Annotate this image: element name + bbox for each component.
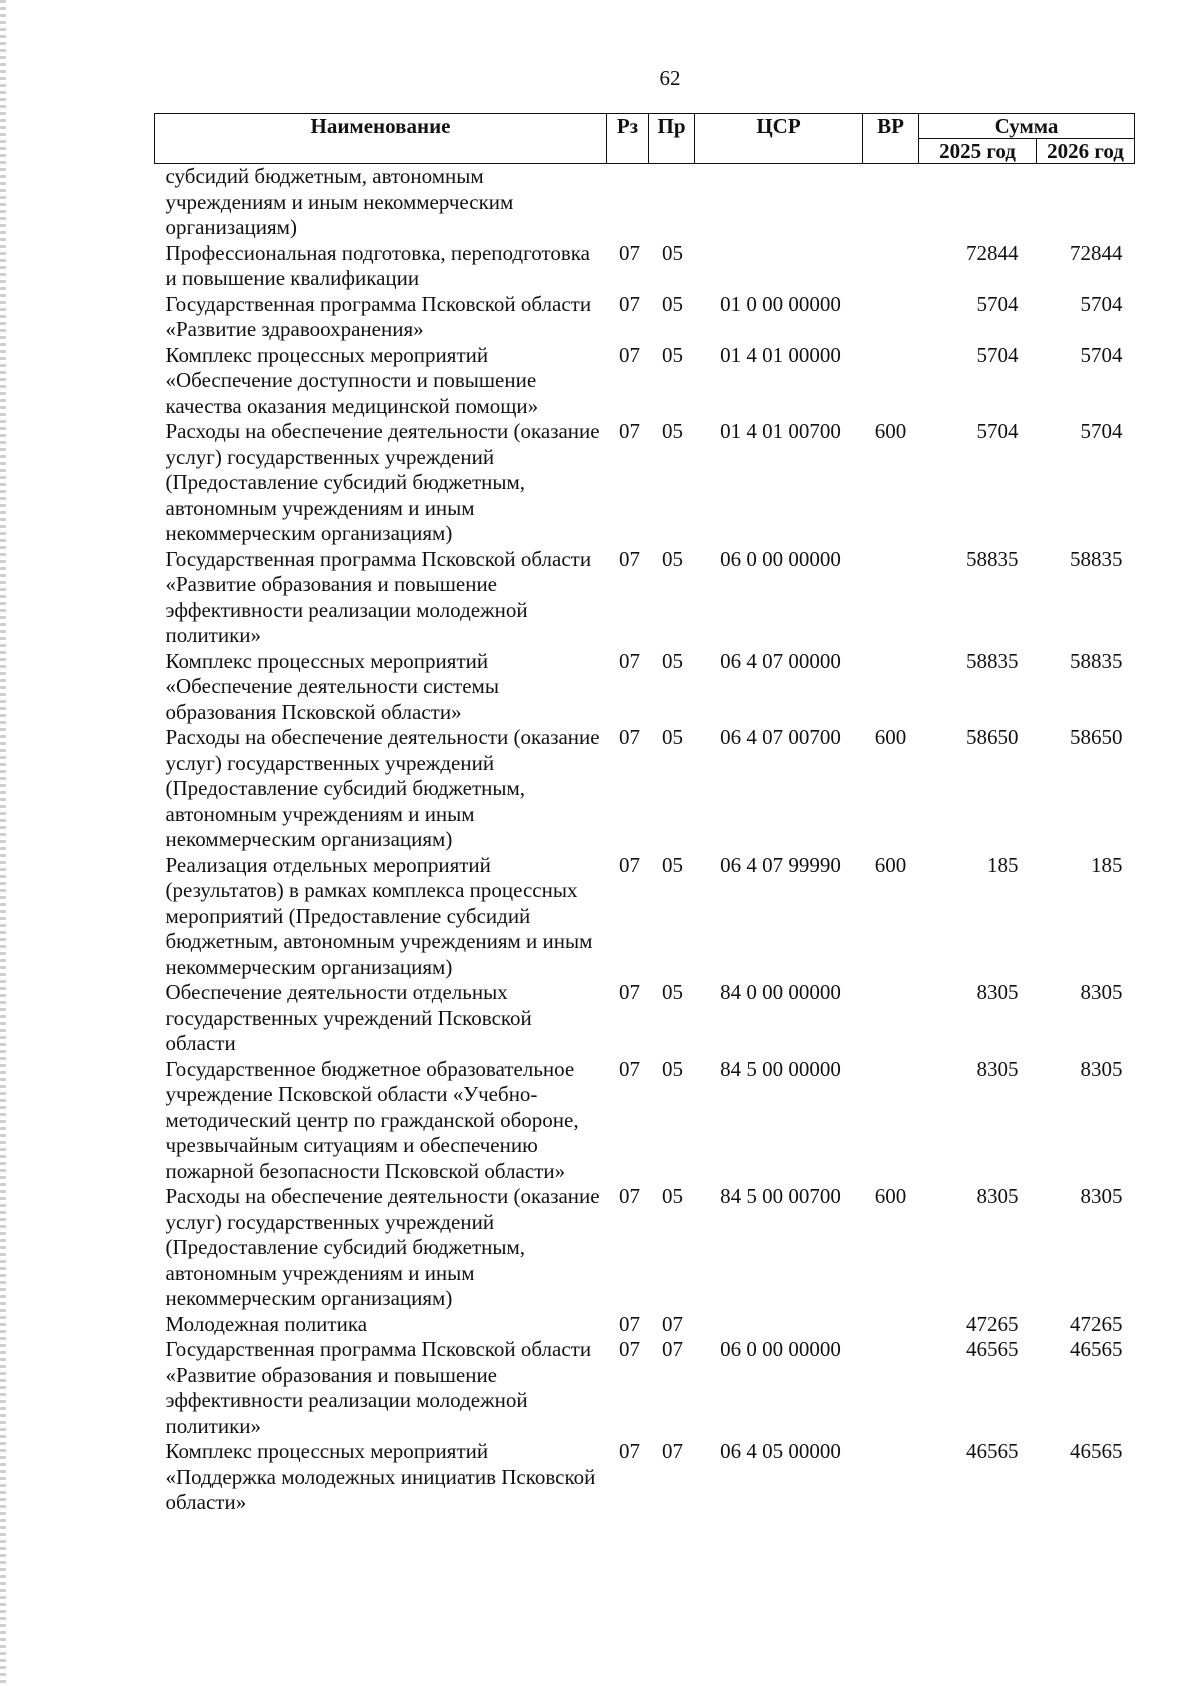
- cell-vr: [863, 241, 919, 292]
- cell-rz: 07: [619, 546, 640, 571]
- table-body: [155, 164, 1135, 1516]
- cell-sum-2026: 185: [1091, 852, 1123, 877]
- cell-rz: 07: [619, 648, 640, 673]
- cell-vr: [863, 1337, 919, 1439]
- cell-pr: 05: [662, 852, 683, 877]
- cell-csr: 06 0 00 00000: [720, 1337, 841, 1361]
- cell-vr: [863, 1057, 919, 1185]
- cell-pr: 07: [662, 1439, 683, 1463]
- cell-sum-2025: [919, 164, 1037, 241]
- table-row: [155, 1184, 1135, 1312]
- cell-rz: 07: [619, 725, 640, 749]
- budget-table: [154, 113, 1135, 1516]
- cell-rz: 07: [619, 240, 640, 265]
- cell-vr: [863, 292, 919, 343]
- cell-csr: 84 5 00 00000: [720, 1056, 841, 1081]
- cell-sum-2026: 58835: [1070, 546, 1123, 571]
- cell-sum-2026: 5704: [1080, 342, 1123, 367]
- cell-csr: 84 5 00 00700: [720, 1184, 841, 1208]
- cell-name: Расходы на обеспечение деятельности (оказание услуг) государственных учреждений (Предоставление субсидий бюджетным, автономным учреждениям и иным некоммерческим организациям): [165, 419, 600, 545]
- cell-sum-2026: 58650: [1070, 725, 1123, 749]
- header-vr: ВР: [863, 114, 919, 164]
- table-row: [155, 1312, 1135, 1338]
- cell-csr: [695, 1312, 863, 1338]
- cell-rz: 07: [619, 1337, 640, 1361]
- cell-rz: 07: [619, 419, 640, 443]
- cell-pr: 05: [662, 419, 683, 443]
- table-row: [155, 241, 1135, 292]
- cell-vr: [863, 547, 919, 649]
- cell-sum-2026: 72844: [1070, 240, 1123, 265]
- table-row: [155, 343, 1135, 420]
- table-row: [155, 725, 1135, 853]
- cell-vr: [863, 1439, 919, 1516]
- cell-pr: 05: [662, 648, 683, 673]
- cell-name: Расходы на обеспечение деятельности (оказание услуг) государственных учреждений (Предоставление субсидий бюджетным, автономным учреждениям и иным некоммерческим организациям): [165, 725, 600, 851]
- cell-csr: 06 4 07 00700: [720, 725, 841, 749]
- cell-sum-2025: 5704: [976, 342, 1019, 367]
- cell-pr: 05: [662, 342, 683, 367]
- cell-rz: 07: [619, 980, 640, 1004]
- table-row: [155, 292, 1135, 343]
- cell-sum-2026: 8305: [1080, 1056, 1123, 1081]
- cell-pr: 07: [662, 1311, 683, 1336]
- cell-rz: 07: [619, 291, 640, 316]
- cell-sum-2025: 58650: [966, 725, 1019, 749]
- cell-sum-2026: 8305: [1080, 1184, 1123, 1208]
- header-rz: Рз: [607, 114, 649, 164]
- cell-name: Государственная программа Псковской области «Развитие образования и повышение эффективности реализации молодежной политики»: [165, 546, 592, 647]
- cell-rz: 07: [619, 1184, 640, 1208]
- cell-vr: [863, 1312, 919, 1338]
- cell-pr: [649, 164, 695, 241]
- cell-vr: [863, 980, 919, 1057]
- table-header: [155, 114, 1135, 164]
- cell-csr: 06 4 07 99990: [720, 852, 841, 877]
- cell-csr: 01 4 01 00000: [720, 342, 841, 367]
- header-name: Наименование: [155, 114, 607, 164]
- cell-csr: 06 4 07 00000: [720, 648, 841, 673]
- table-row: [155, 164, 1135, 241]
- cell-name: Реализация отдельных мероприятий (результатов) в рамках комплекса процессных мероприятий (Предоставление субсидий бюджетным, автономным учреждениям и иным некоммерческим организациям): [165, 852, 593, 979]
- cell-sum-2025: 58835: [966, 648, 1019, 673]
- cell-pr: 05: [662, 980, 683, 1004]
- page-number: 62: [659, 66, 681, 90]
- table-row: [155, 1439, 1135, 1516]
- cell-csr: 01 4 01 00700: [720, 419, 841, 443]
- cell-vr: 600: [874, 419, 907, 443]
- cell-name: Государственное бюджетное образовательное учреждение Псковской области «Учебно-методический центр по гражданской обороне, чрезвычайным ситуациям и обеспечению пожарной безопасности Псковской области»: [165, 1056, 579, 1183]
- cell-name: Комплекс процессных мероприятий «Обеспечение деятельности системы образования Псковской области»: [165, 648, 499, 724]
- cell-rz: [607, 164, 649, 241]
- cell-csr: 06 4 05 00000: [720, 1439, 841, 1463]
- cell-sum-2026: [1037, 164, 1135, 241]
- cell-pr: 05: [662, 1056, 683, 1081]
- cell-name: Государственная программа Псковской области «Развитие образования и повышение эффективности реализации молодежной политики»: [165, 1337, 592, 1438]
- cell-csr: 84 0 00 00000: [720, 980, 841, 1004]
- table-row: [155, 980, 1135, 1057]
- cell-sum-2025: 8305: [976, 1056, 1019, 1081]
- cell-csr: [695, 164, 863, 241]
- cell-csr: 06 0 00 00000: [720, 546, 841, 571]
- cell-pr: 05: [662, 291, 683, 316]
- cell-sum-2025: 185: [987, 852, 1019, 877]
- cell-csr: 01 0 00 00000: [720, 291, 841, 316]
- cell-csr: [695, 241, 863, 292]
- cell-sum-2025: 8305: [976, 980, 1019, 1004]
- cell-sum-2026: 5704: [1080, 291, 1123, 316]
- cell-rz: 07: [619, 1439, 640, 1463]
- cell-pr: 07: [662, 1337, 683, 1361]
- table-row: [155, 1057, 1135, 1185]
- header-pr: Пр: [649, 114, 695, 164]
- cell-rz: 07: [619, 852, 640, 877]
- cell-pr: 05: [662, 725, 683, 749]
- cell-rz: 07: [619, 1311, 640, 1336]
- cell-sum-2026: 5704: [1080, 419, 1123, 443]
- cell-sum-2026: 8305: [1080, 980, 1123, 1004]
- cell-pr: 05: [662, 1184, 683, 1208]
- cell-name: Расходы на обеспечение деятельности (оказание услуг) государственных учреждений (Предоставление субсидий бюджетным, автономным учреждениям и иным некоммерческим организациям): [165, 1184, 600, 1310]
- header-year-2026: 2026 год: [1037, 139, 1135, 164]
- header-year-2025: 2025 год: [919, 139, 1037, 164]
- cell-sum-2025: 5704: [976, 419, 1019, 443]
- cell-name: Молодежная политика: [165, 1311, 368, 1336]
- cell-sum-2025: 5704: [976, 291, 1019, 316]
- cell-vr: 600: [874, 852, 907, 877]
- cell-sum-2026: 47265: [1070, 1311, 1123, 1336]
- table-row: [155, 649, 1135, 726]
- cell-sum-2025: 47265: [966, 1311, 1019, 1336]
- cell-pr: 05: [662, 240, 683, 265]
- cell-name: субсидий бюджетным, автономным учреждениям и иным некоммерческим организациям): [165, 164, 514, 239]
- cell-sum-2025: 8305: [976, 1184, 1019, 1208]
- cell-vr: [863, 649, 919, 726]
- cell-sum-2025: 46565: [966, 1439, 1019, 1463]
- cell-sum-2026: 58835: [1070, 648, 1123, 673]
- cell-name: Комплекс процессных мероприятий «Обеспечение доступности и повышение качества оказания медицинской помощи»: [165, 342, 539, 418]
- cell-name: Государственная программа Псковской области «Развитие здравоохранения»: [165, 291, 592, 341]
- cell-vr: [863, 164, 919, 241]
- cell-pr: 05: [662, 546, 683, 571]
- table-row: [155, 853, 1135, 981]
- table-row: [155, 1337, 1135, 1439]
- cell-sum-2026: 46565: [1070, 1439, 1123, 1463]
- cell-vr: [863, 343, 919, 420]
- cell-vr: 600: [874, 725, 907, 749]
- cell-sum-2025: 58835: [966, 546, 1019, 571]
- cell-name: Обеспечение деятельности отдельных государственных учреждений Псковской области: [165, 980, 532, 1055]
- cell-rz: 07: [619, 1056, 640, 1081]
- cell-name: Профессиональная подготовка, переподготовка и повышение квалификации: [165, 240, 590, 290]
- cell-vr: 600: [874, 1184, 907, 1208]
- cell-rz: 07: [619, 342, 640, 367]
- header-csr: ЦСР: [695, 114, 863, 164]
- cell-sum-2025: 72844: [966, 240, 1019, 265]
- table-row: [155, 547, 1135, 649]
- header-sum: Сумма: [919, 114, 1135, 139]
- table-row: [155, 419, 1135, 547]
- scan-edge: [0, 0, 6, 1686]
- cell-sum-2026: 46565: [1070, 1337, 1123, 1361]
- cell-sum-2025: 46565: [966, 1337, 1019, 1361]
- cell-name: Комплекс процессных мероприятий «Поддержка молодежных инициатив Псковской области»: [165, 1439, 596, 1514]
